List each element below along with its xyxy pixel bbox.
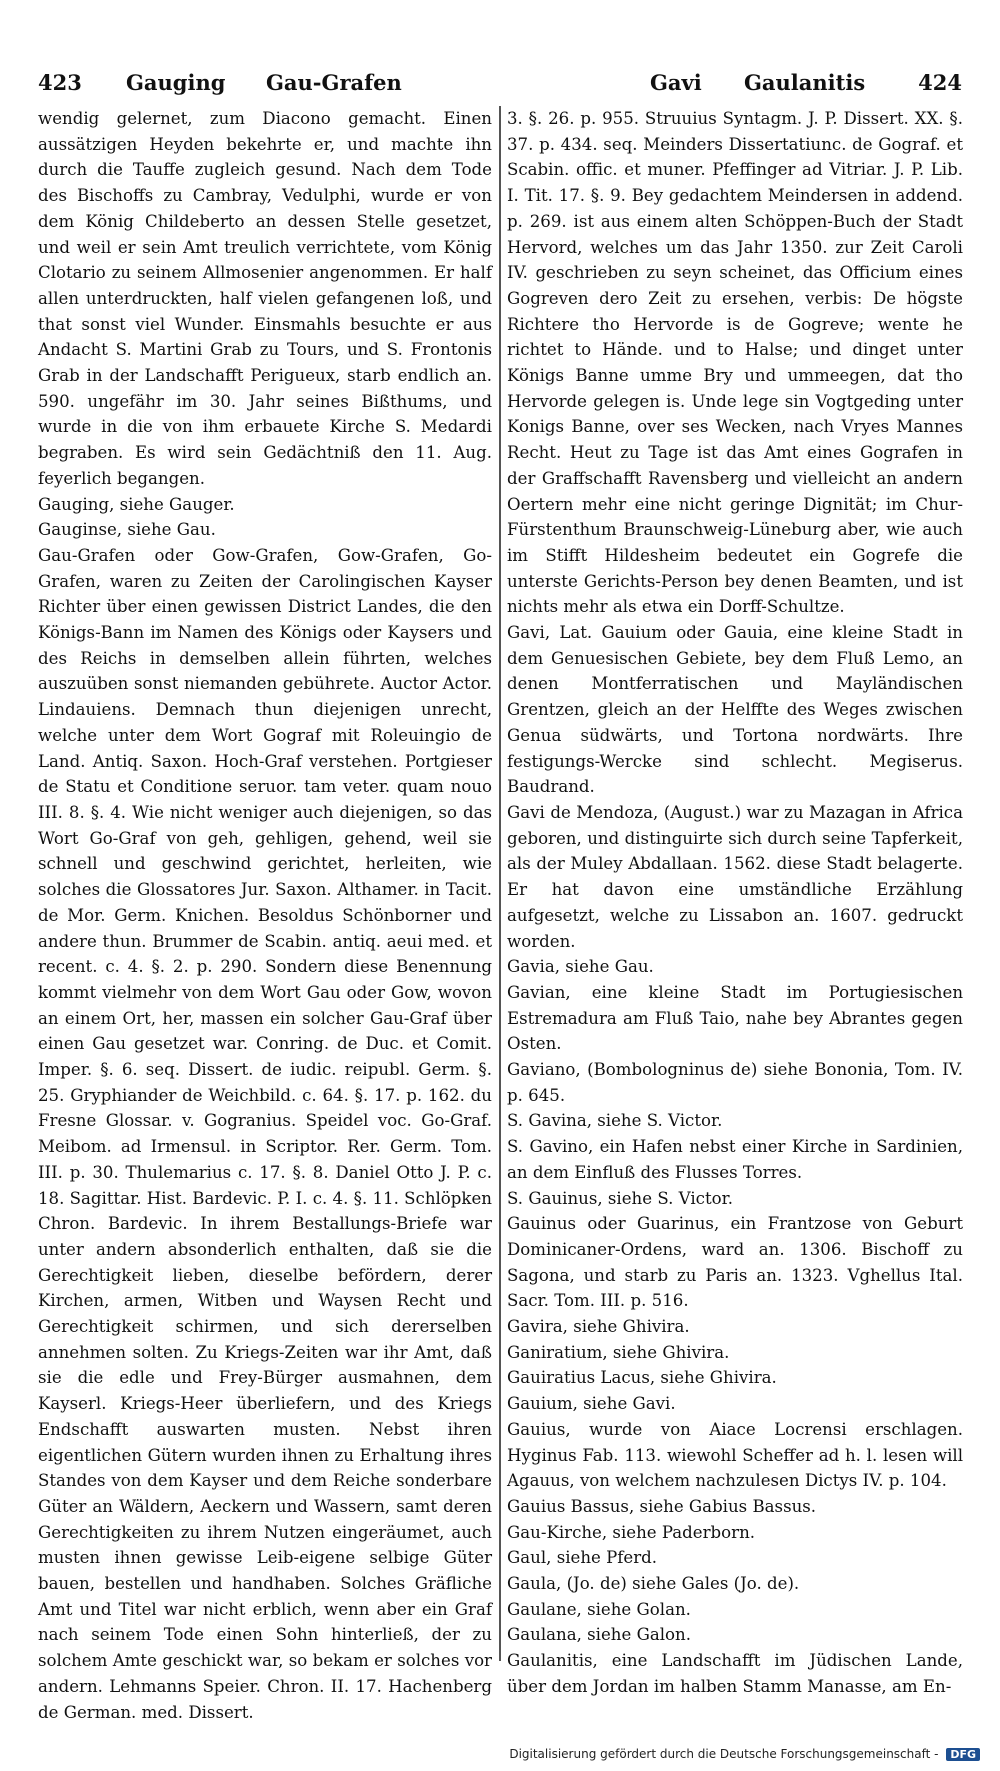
entry-s-gauinus: S. Gauinus, siehe S. Victor. [507, 1188, 733, 1208]
entry-text: 3. §. 26. p. 955. Struuius Syntagm. J. P. Dissert. XX. §. 37. p. 434. seq. Meinders Dissertatiunc. de Gograf. et Scabin. offic. et muner. Pfeffinger ad Vitriar. J. P. Lib. I. Tit. 17. §. 9. Bey gedachtem Meindersen in addend. p. 269. ist aus einem alten Schöppen-Buch der Stadt Hervord, welches um das Jahr 1350. zur Zeit Caroli IV. geschrieben zu seyn scheinet, das Officium eines Gogreven dero Zeit zu ersehen, verbis: De högste Richtere tho Hervorde is de Gogreve; wente he richtet to Hände. und to Halse; und dinget unter Königs Banne umme Bry und ummeegen, dat tho Hervorde gelegen is. Unde lege sin Vogtgeding unter Konigs Banne, over ses Wecken, nach Vryes Mannes Recht. Heut zu Tage ist das Amt eines Gografen in der Graffschafft Ravensberg und vielleicht an andern Oertern mehr eine nicht geringe Dignität; im Chur-Fürstenthum Braunschweig-Lüneburg aber, wie auch im Stifft Hildesheim bedeutet ein Gogrefe die unterste Gerichts-Person bey denen Beamten, und ist nichts mehr als etwa ein Dorff-Schultze. [507, 109, 963, 617]
entry-gavi-de-mendoza: Gavi de Mendoza, (August.) war zu Mazagan in Africa geboren, und distinguirte sich durch seine Tapferkeit, als der Muley Abdallaan. 1562. diese Stadt belagerte. Er hat davon eine umständliche Erzählung aufgesetzt, welche zu Lissabon an. 1607. gedruckt worden. [507, 802, 963, 951]
running-head-right-1: Gavi [650, 70, 702, 95]
entry-gavi: Gavi, Lat. Gauium oder Gauia, eine kleine Stadt in dem Genuesischen Gebiete, bey dem Fluß Lemo, an denen Montferratischen und Mayländischen Grentzen, gleich an der Helffte des Weges zwischen Genua südwärts, und Tortona nordwärts. Ihre festigungs-Wercke sind schlecht. Megiserus. Baudrand. [507, 623, 963, 797]
entry-gaul: Gaul, siehe Pferd. [507, 1548, 658, 1568]
entry-gauginse: Gauginse, siehe Gau. [38, 520, 216, 540]
entry-gaulane: Gaulane, siehe Golan. [507, 1599, 691, 1619]
dfg-logo: DFG [946, 1748, 980, 1761]
entry-gauging: Gauging, siehe Gauger. [38, 494, 235, 514]
entry-ganiratium: Ganiratium, siehe Ghivira. [507, 1342, 730, 1362]
entry-gavian: Gavian, eine kleine Stadt im Portugiesischen Estremadura am Fluß Taio, nahe bey Abrantes gegen Osten. [507, 982, 963, 1054]
entry-text: wendig gelernet, zum Diacono gemacht. Einen aussätzigen Heyden bekehrte er, und machte ihn durch die Tauffe zugleich gesund. Nach dem Tode des Bischoffs zu Cambray, Vedulphi, wurde er von dem König Childeberto an dessen Stelle gesetzet, und weil er sein Amt treulich verrichtete, vom König Clotario zu seinem Allmosenier angenommen. Er half allen unterdruckten, half vielen gefangenen loß, und that sonst viel Wunder. Einsmahls besuchte er aus Andacht S. Martini Grab zu Tours, und S. Frontonis Grab in der Landschafft Perigueux, starb endlich an. 590. ungefähr im 30. Jahr seines Bißthums, und wurde in die von ihm erbauete Kirche S. Medardi begraben. Es wird sein Gedächtniß den 11. Aug. feyerlich begangen. [38, 109, 492, 488]
entry-gaula: Gaula, (Jo. de) siehe Gales (Jo. de). [507, 1574, 800, 1594]
entry-gauinus: Gauinus oder Guarinus, ein Frantzose von Geburt Dominicaner-Ordens, ward an. 1306. Bischoff zu Sagona, und starb zu Paris an. 1323. Vghellus Ital. Sacr. Tom. III. p. 516. [507, 1214, 963, 1311]
entry-gau-kirche: Gau-Kirche, siehe Paderborn. [507, 1522, 756, 1542]
running-head-left-2: Gau-Grafen [266, 70, 402, 95]
right-column [507, 106, 963, 1696]
footer-text: Digitalisierung gefördert durch die Deutsche Forschungsgemeinschaft - [509, 1747, 939, 1761]
column-divider [499, 106, 501, 1661]
entry-gauius-bassus: Gauius Bassus, siehe Gabius Bassus. [507, 1496, 817, 1516]
entry-gauiratius-lacus: Gauiratius Lacus, siehe Ghivira. [507, 1368, 777, 1388]
entry-s-gavino: S. Gavino, ein Hafen nebst einer Kirche in Sardinien, an dem Einfluß des Flusses Torres. [507, 1137, 963, 1182]
page-number-right: 424 [918, 70, 962, 95]
entry-s-gavina: S. Gavina, siehe S. Victor. [507, 1111, 723, 1131]
entry-gauium: Gauium, siehe Gavi. [507, 1394, 676, 1414]
entry-gau-grafen: Gau-Grafen oder Gow-Grafen, Gow-Grafen, Go-Grafen, waren zu Zeiten der Carolingischen Kayser Richter über einen gewissen District Landes, die den Königs-Bann im Namen des Königs oder Kaysers und des Reichs in demselben allein führten, welches auszuüben sonst niemanden gebührete. Auctor Actor. Lindauiens. Demnach thun diejenigen unrecht, welche unter dem Wort Gograf mit Roleuingio de Land. Antiq. Saxon. Hoch-Graf verstehen. Portgieser de Statu et Conditione seruor. tam veter. quam nouo III. 8. §. 4. Wie nicht weniger auch diejenigen, so das Wort Go-Graf von geh, gehligen, gehend, weil sie schnell und geschwind gerichtet, herleiten, wie solches die Glossatores Jur. Saxon. Althamer. in Tacit. de Mor. Germ. Knichen. Besoldus Schönborner und andere thun. Brummer de Scabin. antiq. aeui med. et recent. c. 4. §. 2. p. 290. Sondern diese Benennung kommt vielmehr von dem Wort Gau oder Gow, wovon an einem Ort, her, massen ein solcher Gau-Graf über einen Gau gesetzet war. Conring. de Duc. et Comit. Imper. §. 6. seq. Dissert. de iudic. reipubl. Germ. §. 25. Gryphiander de Weichbild. c. 64. §. 17. p. 162. du Fresne Glossar. v. Gogranius. Speidel voc. Go-Graf. Meibom. ad Irmensul. in Scriptor. Rer. Germ. Tom. III. p. 30. Thulemarius c. 17. §. 8. Daniel Otto J. P. c. 18. Sagittar. Hist. Bardevic. P. I. c. 4. §. 11. Schlöpken Chron. Bardevic. In ihrem Bestallungs-Briefe war unter andern absonderlich enthalten, daß sie die Gerechtigkeit lieben, dieselbe befördern, derer Kirchen, armen, Witben und Waysen Recht und Gerechtigkeit schirmen, und sich dererselben annehmen solten. Zu Kriegs-Zeiten war ihr Amt, daß sie die edle und Frey-Bürger ausmahnen, dem Kayserl. Kriegs-Heer überliefern, und des Kriegs Endschafft auswarten musten. Nebst ihren eigentlichen Gütern wurden ihnen zu Erhaltung ihres Standes von dem Kayser und dem Reiche sonderbare Güter an Wäldern, Aeckern und Wassern, samt deren Gerechtigkeiten zu ihrem Nutzen eingeräumet, auch musten ihnen gewisse Leib-eigene selbige Güter bauen, bestellen und handhaben. Solches Gräfliche Amt und Titel war nicht erblich, wenn aber ein Graf nach seinem Tode einen Sohn hinterließ, der zu solchem Amte geschickt war, so bekam er solches vor andern. Lehmanns Speier. Chron. II. 17. Hachenberg de German. med. Dissert. [38, 545, 492, 1722]
entry-gavira: Gavira, siehe Ghivira. [507, 1317, 690, 1337]
entry-gavia: Gavia, siehe Gau. [507, 957, 654, 977]
running-head-left-1: Gauging [126, 70, 226, 95]
running-head-right-2: Gaulanitis [744, 70, 866, 95]
page-header [38, 70, 962, 104]
entry-gaulanitis: Gaulanitis, eine Landschafft im Jüdischen Lande, über dem Jordan im halben Stamm Manasse, am En- [507, 1651, 963, 1696]
left-column [38, 106, 492, 1722]
entry-gauius: Gauius, wurde von Aiace Locrensi erschlagen. Hyginus Fab. 113. wiewohl Scheffer ad h. l. lesen will Agauus, von welchem nachzulesen Dictys IV. p. 104. [507, 1419, 963, 1491]
entry-gaulana: Gaulana, siehe Galon. [507, 1625, 691, 1645]
entry-gaviano: Gaviano, (Bombologninus de) siehe Bononia, Tom. IV. p. 645. [507, 1060, 963, 1105]
page-number-left: 423 [38, 70, 82, 95]
digitization-footer [509, 1747, 980, 1761]
